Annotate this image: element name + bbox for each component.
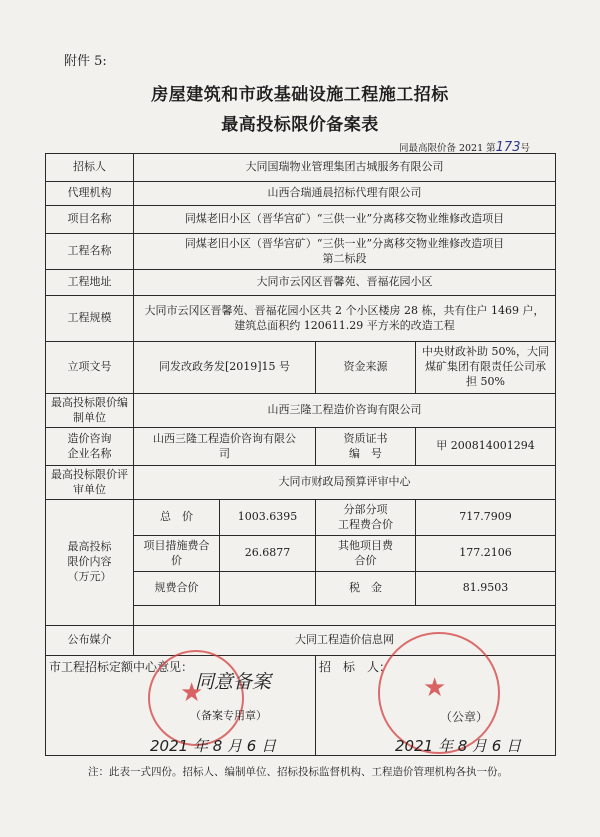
subitem-cost-value: 717.7909	[416, 500, 556, 536]
project-name-label: 项目名称	[46, 206, 134, 234]
engineering-address-value: 大同市云冈区晋馨苑、晋福花园小区	[134, 270, 556, 296]
tenderer-stamp-note: （公章）	[440, 710, 489, 724]
limit-blank-cell	[134, 606, 556, 626]
row-engineering-address	[46, 270, 556, 296]
other-cost-label: 其他项目费 合价	[316, 536, 416, 572]
row-agency	[46, 182, 556, 206]
engineering-address-label: 工程地址	[46, 270, 134, 296]
tenderer-stamp-star-icon: ★	[423, 673, 447, 703]
row-compiler	[46, 394, 556, 428]
tenderer-label: 招标人	[46, 154, 134, 182]
row-engineering-name	[46, 234, 556, 270]
measures-cost-label: 项目措施费合 价	[134, 536, 220, 572]
project-name-value: 同煤老旧小区（晋华宫矿）“三供一业”分离移交物业维修改造项目	[134, 206, 556, 234]
engineering-name-label: 工程名称	[46, 234, 134, 270]
center-opinion-label: 市工程招标定额中心意见：	[49, 660, 194, 674]
compiler-value: 山西三隆工程造价咨询有限公司	[134, 394, 556, 428]
fund-source-label: 资金来源	[316, 342, 416, 394]
record-number-handwritten: 173	[495, 140, 521, 155]
record-number: 同最高限价备 2021 第173号	[398, 140, 530, 155]
reviewer-label: 最高投标限价评 审单位	[46, 466, 134, 500]
row-project-name	[46, 206, 556, 234]
measures-cost-value: 26.6877	[220, 536, 316, 572]
filing-stamp-note: （备案专用章）	[190, 709, 267, 722]
row-consultant	[46, 428, 556, 466]
fees-label: 规费合价	[134, 572, 220, 606]
left-sign-date: 2021 年 8 月 6 日	[150, 737, 277, 755]
tax-value: 81.9503	[416, 572, 556, 606]
engineering-scale-value: 大同市云冈区晋馨苑、晋福花园小区共 2 个小区楼房 28 栋，共有住户 1469 户， 建筑总面积约 120611.29 平方米的改造工程	[134, 296, 556, 342]
row-tenderer	[46, 154, 556, 182]
approval-handwriting: 同意备案	[195, 671, 272, 693]
tenderer-value: 大同国瑞物业管理集团古城服务有限公司	[134, 154, 556, 182]
right-sign-date: 2021 年 8 月 6 日	[395, 737, 522, 755]
tax-label: 税 金	[316, 572, 416, 606]
engineering-name-value: 同煤老旧小区（晋华宫矿）“三供一业”分离移交物业维修改造项目 第二标段	[134, 234, 556, 270]
filing-stamp-star-icon: ★	[180, 678, 204, 708]
approval-label: 立项文号	[46, 342, 134, 394]
attachment-label: 附件 5:	[64, 54, 107, 69]
limit-content-label: 最高投标 限价内容 （万元）	[46, 500, 134, 626]
consultant-label: 造价咨询 企业名称	[46, 428, 134, 466]
consultant-value: 山西三隆工程造价咨询有限公 司	[134, 428, 316, 466]
other-cost-value: 177.2106	[416, 536, 556, 572]
footer-note: 注：此表一式四份。招标人、编制单位、招标投标监督机构、工程造价管理机构各执一份。	[88, 766, 508, 778]
fees-value	[220, 572, 316, 606]
form-title-line2: 最高投标限价备案表	[221, 115, 379, 135]
total-price-value: 1003.6395	[220, 500, 316, 536]
certificate-value: 甲 200814001294	[416, 428, 556, 466]
agency-value: 山西合瑞通晨招标代理有限公司	[134, 182, 556, 206]
row-limit-total	[46, 500, 556, 536]
row-approval	[46, 342, 556, 394]
approval-value: 同发改政务发[2019]15 号	[134, 342, 316, 394]
certificate-label: 资质证书 编 号	[316, 428, 416, 466]
tenderer-sign-label: 招 标 人：	[319, 660, 392, 674]
media-value: 大同工程造价信息网	[134, 626, 556, 656]
row-engineering-scale	[46, 296, 556, 342]
row-reviewer	[46, 466, 556, 500]
form-title-line1: 房屋建筑和市政基础设施工程施工招标	[151, 85, 449, 105]
agency-label: 代理机构	[46, 182, 134, 206]
subitem-cost-label: 分部分项 工程费合价	[316, 500, 416, 536]
total-price-label: 总 价	[134, 500, 220, 536]
media-label: 公布媒介	[46, 626, 134, 656]
fund-source-value: 中央财政补助 50%，大同 煤矿集团有限责任公司承 担 50%	[416, 342, 556, 394]
compiler-label: 最高投标限价编 制单位	[46, 394, 134, 428]
engineering-scale-label: 工程规模	[46, 296, 134, 342]
reviewer-value: 大同市财政局预算评审中心	[134, 466, 556, 500]
